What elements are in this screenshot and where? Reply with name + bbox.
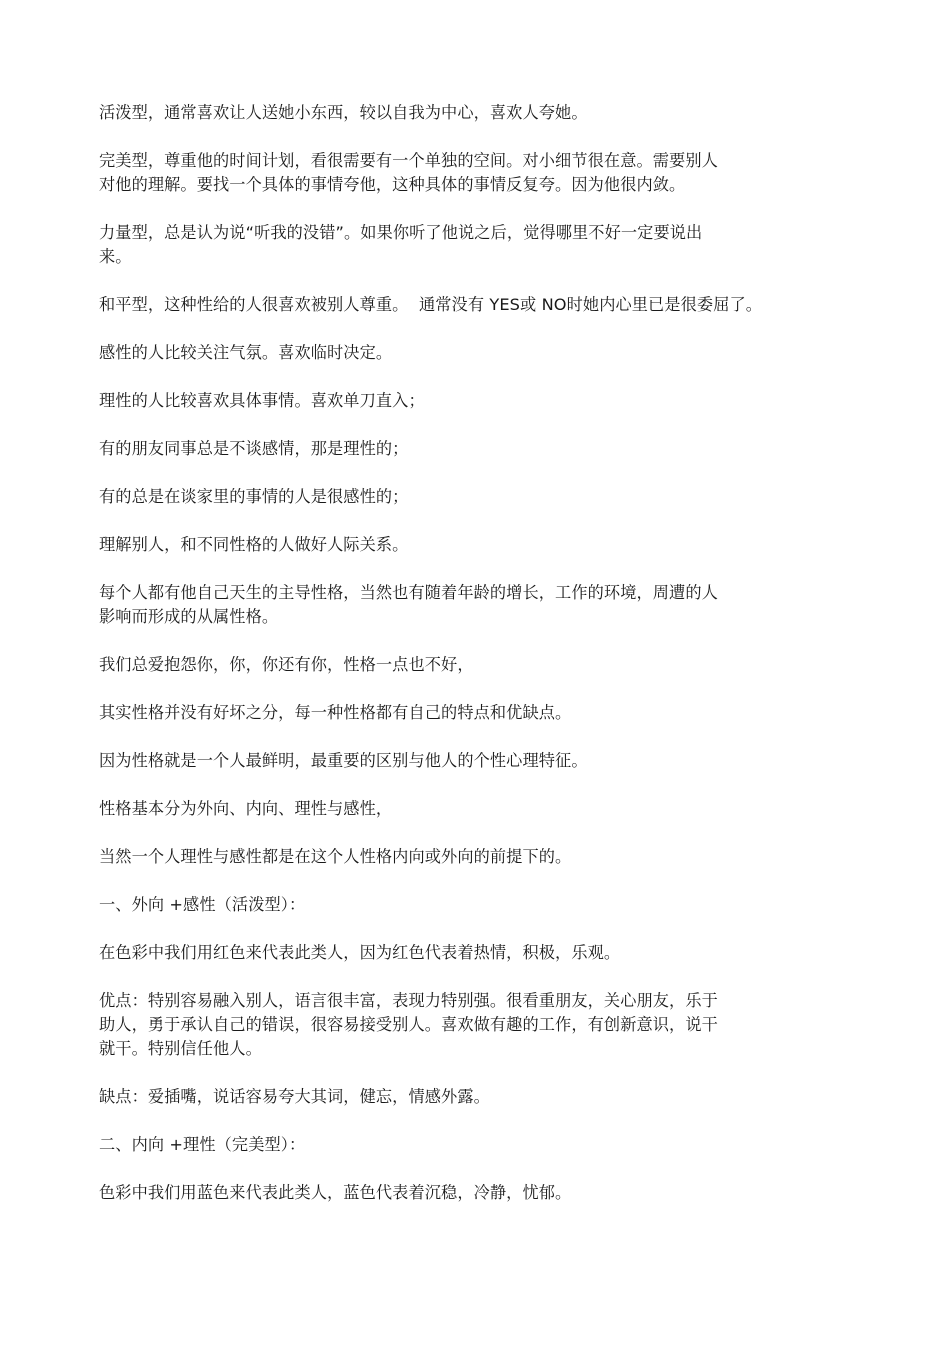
text-line: 有的朋友同事总是不谈感情，那是理性的； [99,439,409,458]
text-line: 每个人都有他自己天生的主导性格，当然也有随着年龄的增长，工作的环境，周遭的人 [99,583,718,602]
paragraph [99,701,799,725]
paragraph [99,1133,799,1157]
paragraph [99,749,799,773]
text-line: 理解别人，和不同性格的人做好人际关系。 [99,535,409,554]
text-line: 助人，勇于承认自己的错误，很容易接受别人。喜欢做有趣的工作，有创新意识，说干 [99,1015,718,1034]
text-line: 就干。特别信任他人。 [99,1039,262,1058]
text-line: 优点：特别容易融入别人，语言很丰富，表现力特别强。很看重朋友，关心朋友，乐于 [99,991,718,1010]
paragraph [99,437,799,461]
paragraph [99,797,799,821]
text-line: 和平型，这种性给的人很喜欢被别人尊重。 通常没有 YES或 NO时她内心里已是很委屈了。 [99,295,763,314]
text-line: 其实性格并没有好坏之分，每一种性格都有自己的特点和优缺点。 [99,703,572,722]
paragraph [99,149,799,197]
text-line: 一、外向 +感性（活泼型）： [99,895,306,914]
paragraph [99,341,799,365]
paragraph [99,101,799,125]
document-body [99,101,799,1229]
text-line: 缺点：爱插嘴，说话容易夸大其词，健忘，情感外露。 [99,1087,490,1106]
paragraph [99,845,799,869]
text-line: 完美型，尊重他的时间计划，看很需要有一个单独的空间。对小细节很在意。需要别人 [99,151,718,170]
text-line: 活泼型，通常喜欢让人送她小东西，较以自我为中心，喜欢人夸她。 [99,103,588,122]
text-line: 来。 [99,247,132,266]
paragraph [99,221,799,269]
paragraph [99,485,799,509]
text-line: 影响而形成的从属性格。 [99,607,279,626]
text-line: 二、内向 +理性（完美型）： [99,1135,306,1154]
paragraph [99,893,799,917]
text-line: 色彩中我们用蓝色来代表此类人，蓝色代表着沉稳，冷静，忧郁。 [99,1183,572,1202]
text-line: 性格基本分为外向、内向、理性与感性， [99,799,393,818]
paragraph [99,389,799,413]
text-line: 我们总爱抱怨你，你，你还有你，性格一点也不好， [99,655,474,674]
text-line: 理性的人比较喜欢具体事情。喜欢单刀直入； [99,391,425,410]
text-line: 当然一个人理性与感性都是在这个人性格内向或外向的前提下的。 [99,847,572,866]
text-line: 对他的理解。要找一个具体的事情夸他，这种具体的事情反复夸。因为他很内敛。 [99,175,686,194]
paragraph [99,653,799,677]
paragraph [99,293,799,317]
text-line: 因为性格就是一个人最鲜明，最重要的区别与他人的个性心理特征。 [99,751,588,770]
paragraph [99,989,799,1061]
text-line: 力量型，总是认为说“听我的没错”。如果你听了他说之后，觉得哪里不好一定要说出 [99,223,703,242]
paragraph [99,533,799,557]
text-line: 感性的人比较关注气氛。喜欢临时决定。 [99,343,393,362]
paragraph [99,941,799,965]
paragraph [99,1181,799,1205]
paragraph [99,581,799,629]
paragraph [99,1085,799,1109]
text-line: 在色彩中我们用红色来代表此类人，因为红色代表着热情，积极，乐观。 [99,943,621,962]
text-line: 有的总是在谈家里的事情的人是很感性的； [99,487,409,506]
